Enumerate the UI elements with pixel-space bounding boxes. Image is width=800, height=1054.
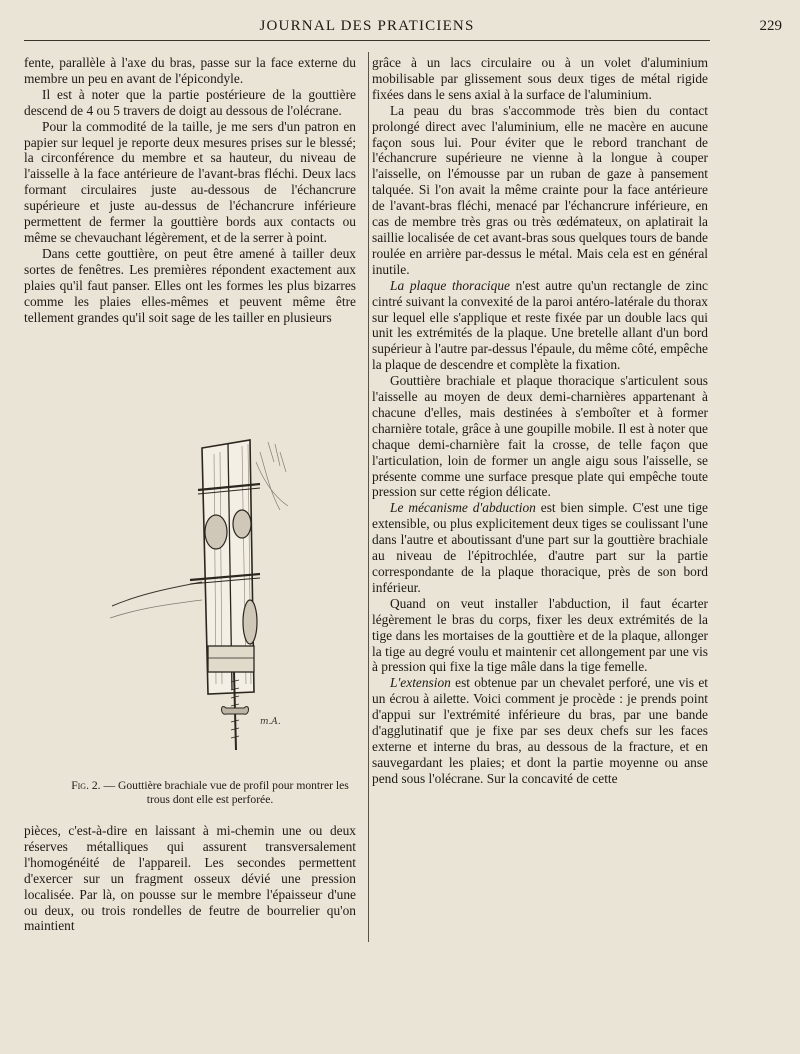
paragraph: Il est à noter que la partie postérieure de la gouttière descend de 4 ou 5 travers de doigt au dessous de l'olécrane. xyxy=(24,86,356,118)
right-column xyxy=(372,55,708,787)
journal-title: JOURNAL DES PRATICIENS xyxy=(259,18,475,34)
italic-lead: Le mécanisme d'abduction xyxy=(390,500,536,516)
paragraph: L'extension est obtenue par un chevalet perforé, une vis et un écrou à ailette. Voici comment je procède : je prends point d'appui sur l'extrémité inférieure du bras, par une bande d'agglutinatif que je fixe par ses deux chefs sur les faces externe et interne du bras, au dessous de la fracture, et en sauvegardant les plaies; et dont la partie moyenne ou anse pend sous l'olécrane. Sur la concavité de cette xyxy=(372,675,708,786)
paragraph: Le mécanisme d'abduction est bien simple. C'est une tige extensible, ou plus explicitement deux tiges se coulissant l'une dans l'autre et aboutissant d'une part sur la gouttière brachiale au niveau de l'épitrochlée, d'autre part sur la partie correspondante de la plaque thoracique, près de son bord inférieur. xyxy=(372,500,708,595)
paragraph: Quand on veut installer l'abduction, il faut écarter légèrement le bras du corps, fixer les deux extrémités de la tige dans les mortaises de la gouttière et de la plaque, allonger la tige au degré voulu et maintenir cet allongement par une vis à pression qui fixe la tige mâle dans la tige femelle. xyxy=(372,595,708,675)
paragraph: pièces, c'est-à-dire en laissant à mi-chemin une ou deux réserves métalliques qui assurent transversalement l'homogénéité de l'appareil. Les secondes permettent d'exercer sur un fragment osseux dévié une pression localisée. Par là, on pousse sur le membre l'épaisseur d'une ou deux, ou trois rondelles de feutre de bourrelier qu'on maintient xyxy=(24,823,356,934)
paragraph: grâce à un lacs circulaire ou à un volet d'aluminium mobilisable par glissement sous deux tiges de métal rigide fixées dans le sens axial à la surface de l'aluminium. xyxy=(372,55,708,102)
paragraph: La peau du bras s'accommode très bien du contact prolongé direct avec l'aluminium, elle ne macère en aucune façon sous lui. Pour éviter que le rebord tranchant de l'échancrure supérieure ne vienne à la longue à couper l'aisselle, on l'émousse par un ruban de gaze à pansement talquée. Si l'on avait la même crainte pour la face antérieure de l'avant-bras fléchi, menacé par l'échancrure inférieure, en cas de membre très gras ou très œdémateux, on aplatirait la saillie localisée de cet avant-bras sous quelques tours de bande roulée en arrière par-dessus le métal. Mais cela est en général inutile. xyxy=(372,102,708,277)
illustrator-signature: m.A. xyxy=(260,717,281,727)
figure-caption xyxy=(60,779,360,806)
paragraph: fente, parallèle à l'axe du bras, passe sur la face externe du membre un peu en avant de l'épicondyle. xyxy=(24,55,356,86)
splint-drawing xyxy=(110,432,300,772)
column-divider xyxy=(368,52,369,942)
figure-label: Fig. 2. xyxy=(71,779,101,792)
paragraph: Pour la commodité de la taille, je me sers d'un patron en papier sur lequel je reporte deux mesures prises sur le blessé; la circonférence du membre et sa hauteur, du niveau de l'aisselle à la face antérieure de l'avant-bras fléchi. Deux lacs formant circulaires juste au-dessous de l'échancrure supérieure et juste au-dessus de l'échancrure inférieure permettent de fermer la gouttière bords aux contacts ou même se chevauchant légèrement, et de la serrer à point. xyxy=(24,118,356,245)
page-number: 229 xyxy=(759,18,782,34)
running-header xyxy=(24,16,782,41)
left-column-top xyxy=(24,55,356,325)
figure-caption-text: — Gouttière brachiale vue de profil pour montrer les trous dont elle est perforée. xyxy=(103,779,349,806)
italic-lead: La plaque thoracique xyxy=(390,277,510,293)
figure-gutter-splint-illustration xyxy=(110,432,300,772)
left-column-bottom xyxy=(24,823,356,934)
paragraph: La plaque thoracique n'est autre qu'un rectangle de zinc cintré suivant la convexité de la paroi antéro-latérale du thorax sur lequel elle s'applique et reste fixée par un double lacs qui unit les extrémités de la plaque. Une bretelle allant d'un bord supérieur à l'autre par-dessus l'épaule, du même côté, empêche la plaque de descendre et complète la fixation. xyxy=(372,277,708,373)
italic-lead: L'extension xyxy=(390,675,451,691)
paragraph: Gouttière brachiale et plaque thoracique s'articulent sous l'aisselle au moyen de deux demi-charnières appartenant à chacune d'elles, mais destinées à s'emboîter et à former charnière totale, grâce à une goupille mobile. Il est à noter que chaque demi-charnière fait la crosse, de telle façon que l'articulation, loin de former un angle aigu sous l'aisselle, se présente comme une surface presque plate qui empêche toute pression sur cette région délicate. xyxy=(372,373,708,500)
paragraph: Dans cette gouttière, on peut être amené à tailler deux sortes de fenêtres. Les premières répondent exactement aux plaies qu'il faut panser. Elles ont les formes les plus bizarres comme les plaies elles-mêmes et peuvent même être tellement grandes qu'il soit sage de les tailler en plusieurs xyxy=(24,245,356,325)
